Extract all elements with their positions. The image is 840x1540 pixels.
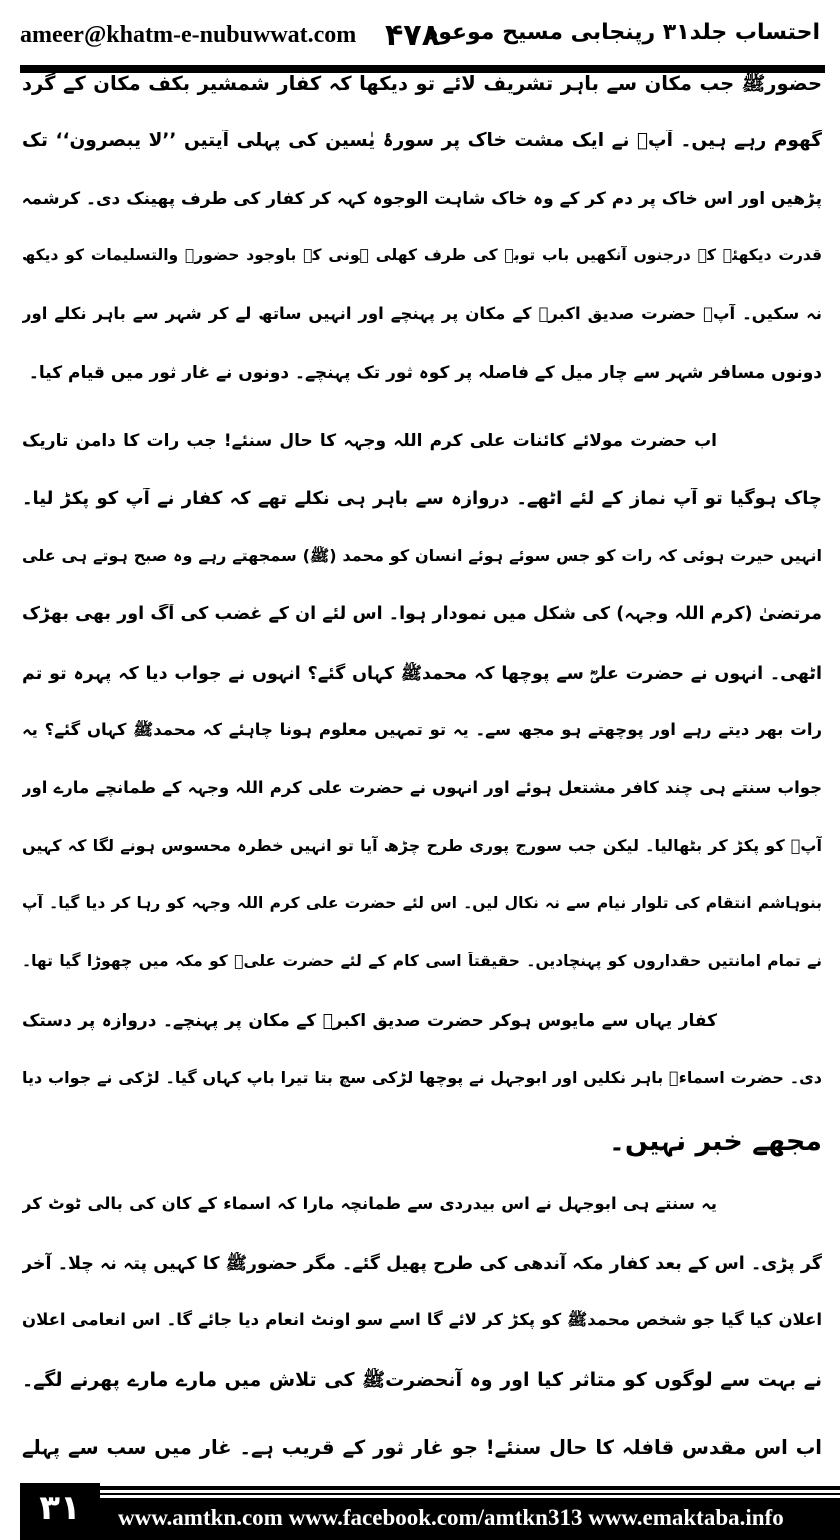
footer-page-number: ۳۱ [20, 1483, 100, 1540]
text-line: انہیں حیرت ہوئی کہ رات کو جس سوئے ہوئے انسان کو محمد (ﷺ) سمجھتے رہے وہ صبح ہوتے ہی علی [22, 546, 822, 565]
footer-divider [100, 1493, 840, 1495]
header-email: ameer@khatm-e-nubuwwat.com [20, 22, 357, 48]
text-line: پڑھیں اور اس خاک پر دم کر کے وہ خاک شاہت الوجوہ کہہ کر کفار کی طرف پھینک دی۔ کرشمہ [22, 189, 822, 209]
text-line: گھوم رہے ہیں۔ آپؐ نے ایک مشت خاک پر سورۂ یٰسین کی پہلی آیتیں ’’لا یبصرون‘‘ تک [22, 130, 822, 151]
header-page-number: ۴۷۸ [385, 18, 440, 53]
text-line: گر پڑی۔ اس کے بعد کفار مکہ آندھی کی طرح پھیل گئے۔ مگر حضورﷺ کا کہیں پتہ نہ چلا۔ آخر [22, 1254, 822, 1274]
header-book-title: احتساب جلد۳۱ رپنجابی مسیح موعود [426, 20, 820, 45]
text-line: قدرت دیکھئے کہ درجنوں آنکھیں باب توبہ کی طرف کھلی ہونی کے باوجود حضورؐ والتسلیمات کو دیکھ [22, 246, 822, 264]
text-line: اٹھی۔ انہوں نے حضرت علیؓ سے پوچھا کہ محمدﷺ کہاں گئے؟ انہوں نے جواب دیا کہ پہرہ تو تم [22, 664, 822, 684]
text-line: نے بہت سے لوگوں کو متاثر کیا اور وہ آنحضرتﷺ کی تلاش میں مارے مارے پھرنے لگے۔ [22, 1369, 822, 1391]
text-line: کفار یہاں سے مایوس ہوکر حضرت صدیق اکبرؓ کے مکان پر پہنچے۔ دروازہ پر دستک [22, 1011, 717, 1031]
footer-links: www.amtkn.com www.facebook.com/amtkn313 www.emaktaba.info [100, 1498, 840, 1540]
text-line: اعلان کیا گیا جو شخص محمدﷺ کو پکڑ کر لائے گا اسے سو اونٹ انعام دیا جائے گا۔ اس انعامی اعلان [22, 1310, 822, 1329]
text-line: نہ سکیں۔ آپؐ حضرت صدیق اکبرؓ کے مکان پر پہنچے اور انہیں ساتھ لے کر شہر سے باہر نکلے اور [22, 304, 822, 323]
text-line: بنوہاشم انتقام کی تلوار نیام سے نہ نکال لیں۔ اس لئے حضرت علی کرم اللہ وجہہ کو رہا کر دیا گیا۔ آپ [22, 894, 822, 912]
text-line: چاک ہوگیا تو آپ نماز کے لئے اٹھے۔ دروازہ سے باہر ہی نکلے تھے کہ کفار نے آپ کو پکڑ لیا۔ [22, 488, 822, 509]
text-line: نے تمام امانتیں حقداروں کو پہنچادیں۔ حقیقتاً اسی کام کے لئے حضرت علیؓ کو مکہ میں چھوڑا گیا تھا۔ [22, 952, 822, 970]
text-line: اب حضرت مولائے کائنات علی کرم اللہ وجہہ کا حال سنئے! جب رات کا دامن تاریک [22, 431, 717, 451]
text-line: حضورﷺ جب مکان سے باہر تشریف لائے تو دیکھا کہ کفار شمشیر بکف مکان کے گرد [22, 72, 822, 95]
page-body-text [22, 72, 822, 1494]
text-line: جواب سنتے ہی چند کافر مشتعل ہوئے اور انہوں نے حضرت علی کرم اللہ وجہہ کے طمانچے مارے اور [22, 778, 822, 797]
footer-divider [100, 1486, 840, 1490]
text-line: دونوں مسافر شہر سے چار میل کے فاصلہ پر کوہ ثور تک پہنچے۔ دونوں نے غار ثور میں قیام کیا۔ [28, 363, 822, 383]
text-line: مرتضیٰ (کرم اللہ وجہہ) کی شکل میں نمودار ہوا۔ اس لئے ان کے غضب کی آگ اور بھی بھڑک [22, 604, 822, 624]
text-line: رات بھر دیتے رہے اور پوچھتے ہو مجھ سے۔ یہ تو تمہیں معلوم ہونا چاہئے کہ محمدﷺ کہاں گئے؟ یہ [22, 720, 822, 739]
text-line: آپؓ کو پکڑ کر بٹھالیا۔ لیکن جب سورج پوری طرح چڑھ آیا تو انہیں خطرہ محسوس ہونے لگا کہ کہیں [22, 836, 822, 855]
text-line: یہ سنتے ہی ابوجہل نے اس بیدردی سے طمانچہ مارا کہ اسماء کے کان کی بالی ٹوٹ کر [22, 1194, 717, 1213]
text-line: دی۔ حضرت اسماءؓ باہر نکلیں اور ابوجہل نے پوچھا لڑکی سچ بتا تیرا باپ کہاں گیا۔ لڑکی نے جواب دیا [22, 1068, 822, 1087]
text-line: مجھے خبر نہیں۔ [609, 1126, 822, 1157]
text-line: اب اس مقدس قافلہ کا حال سنئے! جو غار ثور کے قریب ہے۔ غار میں سب سے پہلے [22, 1436, 822, 1459]
